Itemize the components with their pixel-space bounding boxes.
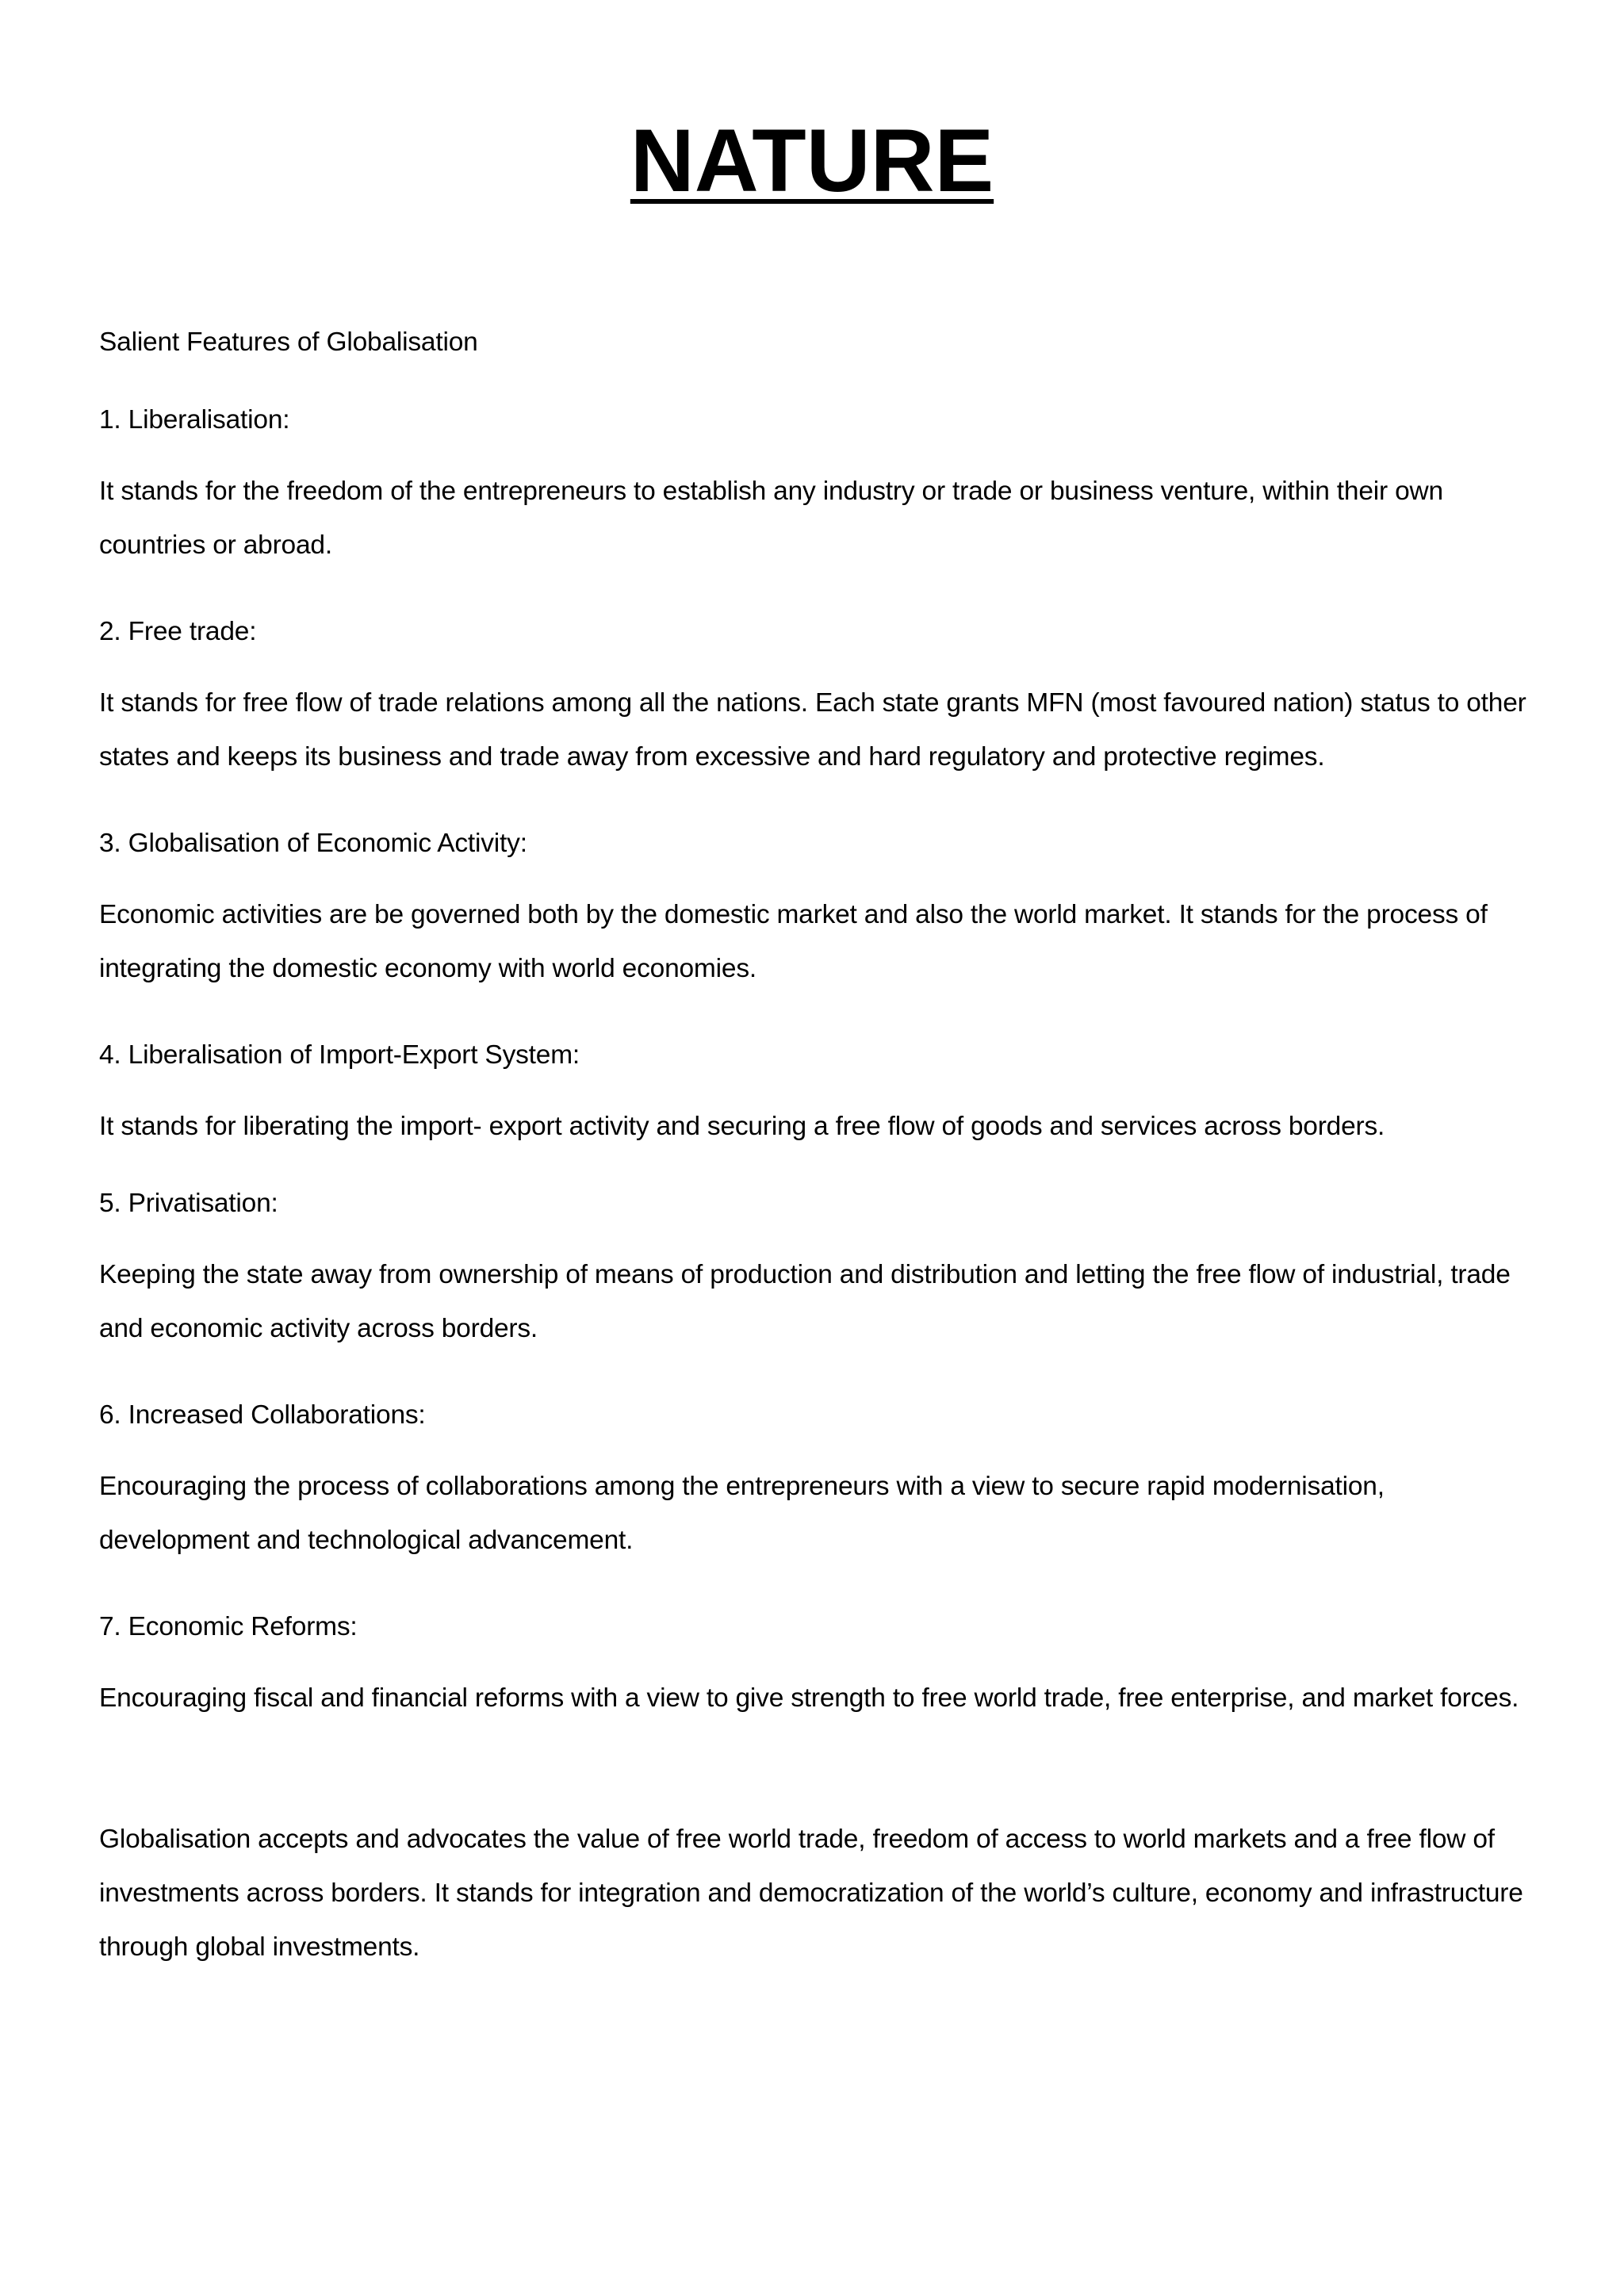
intro-heading: Salient Features of Globalisation: [99, 327, 478, 357]
item-7-body: Encouraging fiscal and financial reforms with a view to give strength to free world trade, free enterprise, and market forces.: [99, 1683, 1519, 1713]
item-2-body: It stands for free flow of trade relations among all the nations. Each state grants MFN (most favoured nation) status to other states and keeps its business and trade away from excessive and hard regulatory and protective regimes.: [99, 688, 1526, 772]
item-5-heading: 5. Privatisation:: [99, 1189, 278, 1218]
item-5-body: Keeping the state away from ownership of means of production and distribution and letting the free flow of industrial, trade and economic activity across borders.: [99, 1260, 1511, 1343]
item-3-body: Economic activities are be governed both by the domestic market and also the world market. It stands for the process of integrating the domestic economy with world economies.: [99, 900, 1488, 983]
item-1-body: It stands for the freedom of the entrepreneurs to establish any industry or trade or business venture, within their own countries or abroad.: [99, 477, 1443, 560]
item-6-body: Encouraging the process of collaborations among the entrepreneurs with a view to secure rapid modernisation, development and technological advancement.: [99, 1472, 1385, 1555]
item-4-body: It stands for liberating the import- export activity and securing a free flow of goods and services across borders.: [99, 1112, 1385, 1141]
page-title: NATURE: [630, 111, 994, 210]
item-2-heading: 2. Free trade:: [99, 617, 257, 646]
item-6-heading: 6. Increased Collaborations:: [99, 1400, 426, 1430]
item-4-heading: 4. Liberalisation of Import-Export System:: [99, 1040, 580, 1070]
item-7-heading: 7. Economic Reforms:: [99, 1612, 358, 1641]
item-1-heading: 1. Liberalisation:: [99, 405, 290, 435]
item-3-heading: 3. Globalisation of Economic Activity:: [99, 829, 527, 858]
conclusion-paragraph: Globalisation accepts and advocates the value of free world trade, freedom of access to world markets and a free flow of investments across borders. It stands for integration and democratization of the world’s culture, economy and infrastructure through global investments.: [99, 1825, 1523, 1962]
